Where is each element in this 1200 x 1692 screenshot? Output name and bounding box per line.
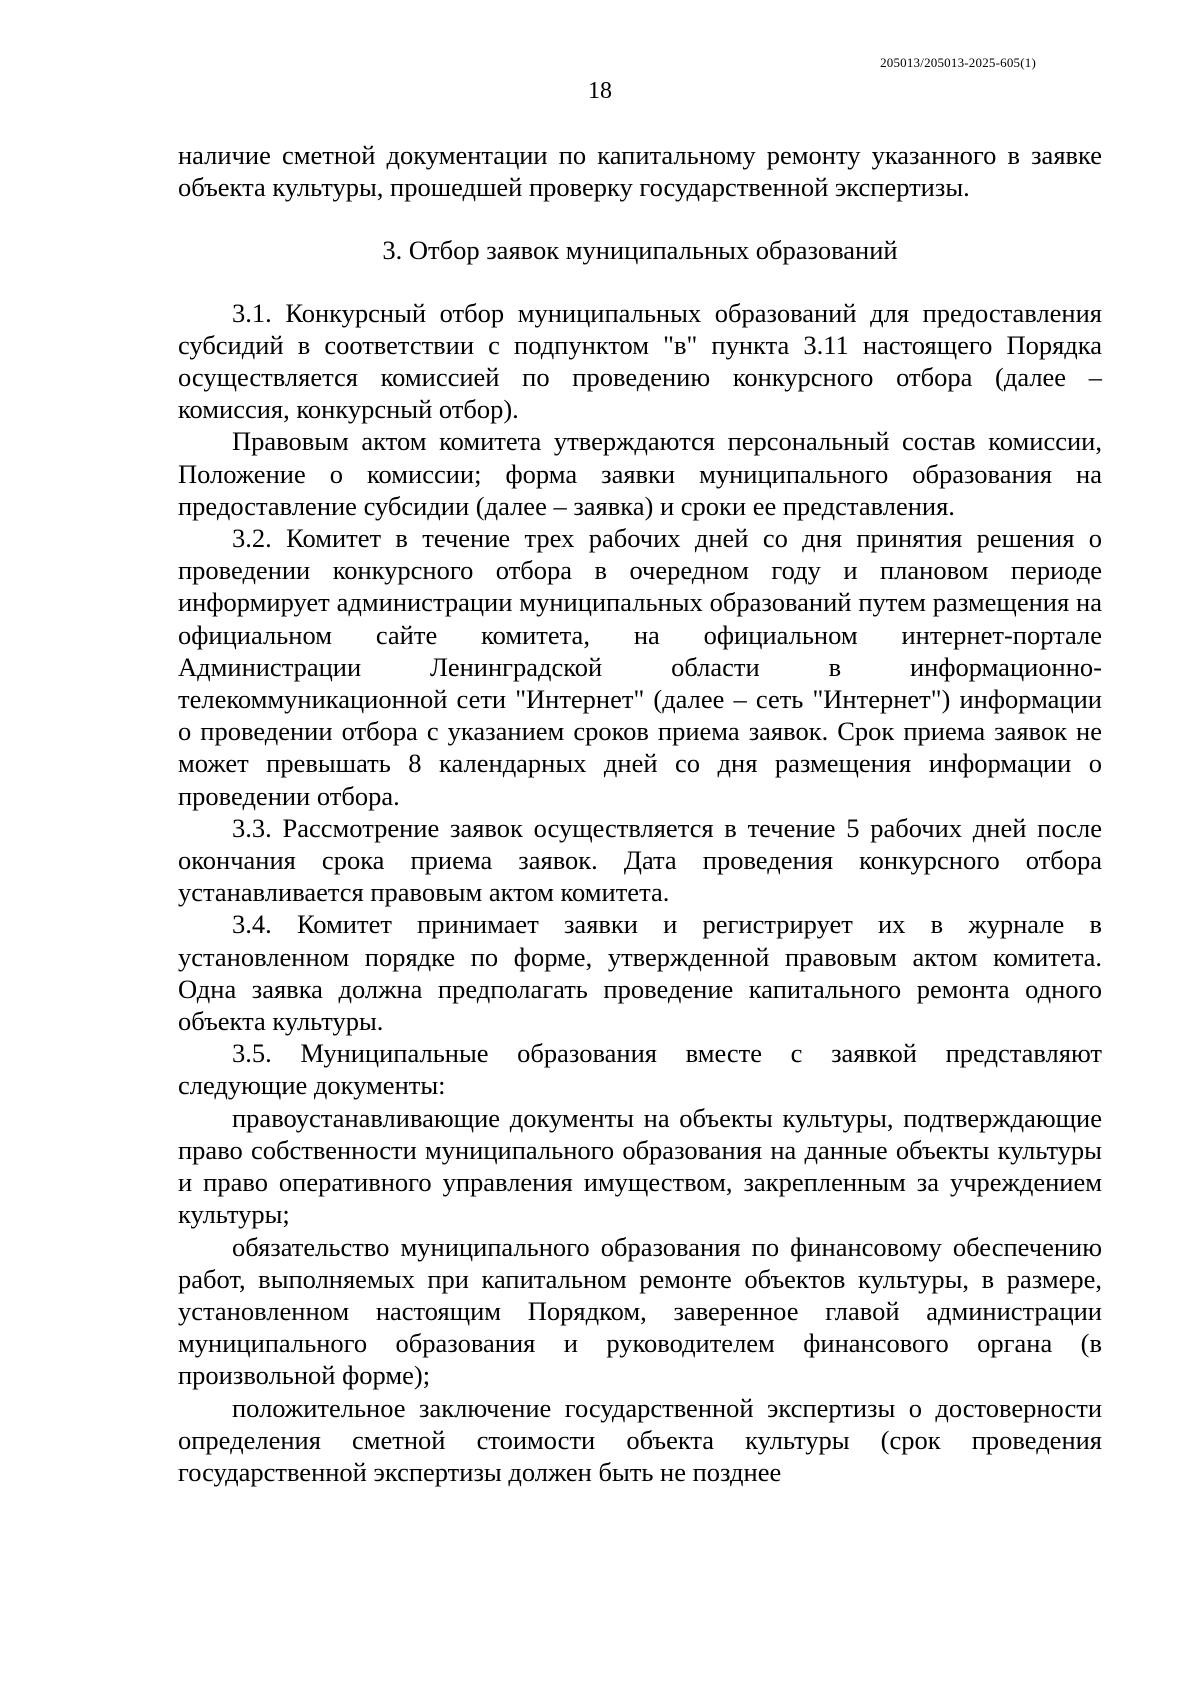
paragraph: обязательство муниципального образования по финансовому обеспечению работ, выполняемых при капитальном ремонте объектов культуры, в размере, установленном настоящим Порядком, заверенное главой администрации муниципального образования и руководителем финансового органа (в произвольной форме); [178,1231,1102,1391]
paragraph: наличие сметной документации по капитальному ремонту указанного в заявке объекта культуры, прошедшей проверку государственной экспертизы. [178,140,1102,203]
paragraph: Правовым актом комитета утверждаются персональный состав комиссии, Положение о комиссии; форма заявки муниципального образования на предоставление субсидии (далее – заявка) и сроки ее представления. [178,426,1102,521]
paragraph: 3.1. Конкурсный отбор муниципальных образований для предоставления субсидий в соответствии с подпунктом "в" пункта 3.11 настоящего Порядка осуществляется комиссией по проведению конкурсного отбора (далее – комиссия, конкурсный отбор). [178,297,1102,425]
paragraph: правоустанавливающие документы на объекты культуры, подтверждающие право собственности муниципального образования на данные объекты культуры и право оперативного управления имуществом, закрепленным за учреждением культуры; [178,1102,1102,1230]
section-title: 3. Отбор заявок муниципальных образований [382,235,898,266]
document-body [178,139,1102,1488]
paragraph: положительное заключение государственной экспертизы о достоверности определения сметной стоимости объекта культуры (срок проведения государственной экспертизы должен быть не позднее [178,1392,1102,1487]
paragraph: 3.4. Комитет принимает заявки и регистрирует их в журнале в установленном порядке по форме, утвержденной правовым актом комитета. Одна заявка должна предполагать проведение капитального ремонта одного объекта культуры. [178,909,1102,1037]
paragraph: 3.5. Муниципальные образования вместе с заявкой представляют следующие документы: [178,1038,1102,1101]
paragraph: 3.2. Комитет в течение трех рабочих дней со дня принятия решения о проведении конкурсного отбора в очередном году и плановом периоде информирует администрации муниципальных образований путем размещения на официальном сайте комитета, на официальном интернет-портале Администрации Ленинградской области в информационно-телекоммуникационной сети "Интернет" (далее – сеть "Интернет") информации о проведении отбора с указанием сроков приема заявок. Срок приема заявок не может превышать 8 календарных дней со дня размещения информации о проведении отбора. [178,523,1102,811]
paragraph: 3.3. Рассмотрение заявок осуществляется в течение 5 рабочих дней после окончания срока приема заявок. Дата проведения конкурсного отбора устанавливается правовым актом комитета. [178,812,1102,908]
document-id: 205013/205013-2025-605(1) [880,55,1036,70]
page-number: 18 [588,78,612,104]
